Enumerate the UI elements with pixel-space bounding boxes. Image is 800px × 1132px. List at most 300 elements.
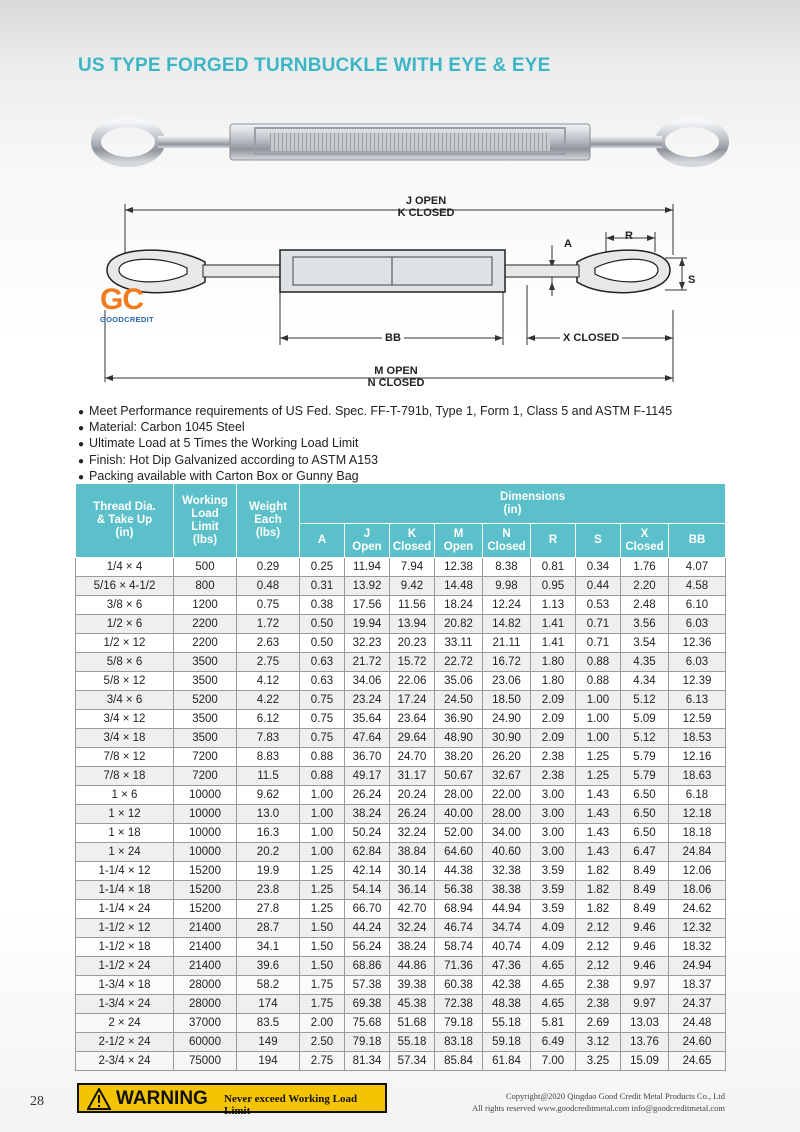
table-row [76,995,726,1014]
table-cell: 34.06 [345,672,390,691]
table-cell: 20.23 [390,634,435,653]
header-bb: BB [669,524,726,558]
table-cell: 1/4 × 4 [76,558,174,577]
table-row [76,957,726,976]
table-cell: 64.60 [435,843,483,862]
table-cell: 30.90 [483,729,531,748]
table-cell: 15.09 [621,1052,669,1071]
table-cell: 2.38 [576,976,621,995]
table-cell: 1.43 [576,805,621,824]
table-cell: 52.00 [435,824,483,843]
table-cell: 1.50 [300,919,345,938]
table-cell: 24.50 [435,691,483,710]
table-cell: 12.36 [669,634,726,653]
table-cell: 1.82 [576,881,621,900]
warning-text: Never exceed Working Load Limit [224,1093,358,1117]
table-cell: 28.00 [435,786,483,805]
table-cell: 6.50 [621,805,669,824]
table-cell: 3500 [174,653,237,672]
header-weight: Weight Each (lbs) [237,484,300,558]
table-cell: 1.50 [300,957,345,976]
table-cell: 32.24 [390,824,435,843]
table-cell: 2.12 [576,957,621,976]
table-cell: 24.70 [390,748,435,767]
table-cell: 0.38 [300,596,345,615]
table-cell: 29.64 [390,729,435,748]
table-cell: 20.24 [390,786,435,805]
table-cell: 16.72 [483,653,531,672]
table-cell: 32.38 [483,862,531,881]
table-cell: 15.72 [390,653,435,672]
table-cell: 40.74 [483,938,531,957]
table-cell: 36.90 [435,710,483,729]
table-cell: 5/8 × 6 [76,653,174,672]
table-cell: 3/8 × 6 [76,596,174,615]
table-cell: 13.94 [390,615,435,634]
table-cell: 11.94 [345,558,390,577]
table-cell: 28000 [174,976,237,995]
table-cell: 3.56 [621,615,669,634]
table-cell: 1.25 [576,748,621,767]
table-cell: 36.70 [345,748,390,767]
table-cell: 0.88 [300,767,345,786]
label-r: R [625,230,633,242]
table-cell: 35.06 [435,672,483,691]
table-cell: 59.18 [483,1033,531,1052]
table-row [76,976,726,995]
table-row [76,691,726,710]
table-cell: 1.80 [531,672,576,691]
table-cell: 14.48 [435,577,483,596]
table-cell: 10000 [174,786,237,805]
table-cell: 34.00 [483,824,531,843]
dimension-diagram [95,190,715,390]
table-cell: 0.34 [576,558,621,577]
table-cell: 0.31 [300,577,345,596]
label-x-closed: X CLOSED [560,332,622,344]
table-cell: 13.76 [621,1033,669,1052]
table-cell: 21400 [174,938,237,957]
table-row [76,729,726,748]
table-cell: 85.84 [435,1052,483,1071]
table-cell: 9.46 [621,938,669,957]
table-cell: 1-3/4 × 24 [76,995,174,1014]
table-cell: 1.00 [576,691,621,710]
table-cell: 2.20 [621,577,669,596]
table-cell: 3500 [174,710,237,729]
table-cell: 8.49 [621,862,669,881]
table-cell: 22.06 [390,672,435,691]
table-cell: 48.90 [435,729,483,748]
table-cell: 6.13 [669,691,726,710]
header-n-closed: N Closed [483,524,531,558]
table-cell: 4.65 [531,957,576,976]
table-cell: 3.12 [576,1033,621,1052]
table-cell: 13.0 [237,805,300,824]
table-cell: 9.98 [483,577,531,596]
table-cell: 4.35 [621,653,669,672]
table-cell: 4.12 [237,672,300,691]
table-cell: 60.38 [435,976,483,995]
page-title: US TYPE FORGED TURNBUCKLE WITH EYE & EYE [78,55,551,76]
table-cell: 0.75 [300,710,345,729]
table-cell: 1 × 6 [76,786,174,805]
feature-item: ● Packing available with Carton Box or Gunny Bag [78,469,672,485]
table-cell: 26.20 [483,748,531,767]
table-cell: 50.67 [435,767,483,786]
table-cell: 44.24 [345,919,390,938]
table-cell: 7.94 [390,558,435,577]
table-cell: 56.24 [345,938,390,957]
table-cell: 15200 [174,900,237,919]
table-cell: 9.46 [621,957,669,976]
table-cell: 9.46 [621,919,669,938]
table-cell: 44.86 [390,957,435,976]
table-cell: 40.00 [435,805,483,824]
table-cell: 44.94 [483,900,531,919]
header-m-open: M Open [435,524,483,558]
table-cell: 33.11 [435,634,483,653]
table-cell: 83.5 [237,1014,300,1033]
copyright: Copyright@2020 Qingdao Good Credit Metal Products Co., Ltd All rights reserved www.goodcreditmetal.com info@goodcreditmetal.com [472,1091,725,1113]
table-cell: 12.38 [435,558,483,577]
table-cell: 1.41 [531,615,576,634]
table-cell: 1-1/2 × 12 [76,919,174,938]
table-cell: 11.56 [390,596,435,615]
table-cell: 12.06 [669,862,726,881]
table-cell: 68.86 [345,957,390,976]
table-row [76,748,726,767]
table-row [76,919,726,938]
table-cell: 30.14 [390,862,435,881]
table-cell: 5.79 [621,767,669,786]
table-cell: 39.6 [237,957,300,976]
table-cell: 2.00 [300,1014,345,1033]
table-cell: 4.65 [531,995,576,1014]
table-cell: 1200 [174,596,237,615]
header-dimensions: Dimensions (in) [300,484,726,524]
table-cell: 16.3 [237,824,300,843]
table-cell: 6.12 [237,710,300,729]
table-cell: 174 [237,995,300,1014]
table-cell: 0.63 [300,653,345,672]
table-cell: 12.24 [483,596,531,615]
label-m-open: M OPEN [374,365,418,377]
label-a: A [564,238,572,250]
table-cell: 3500 [174,729,237,748]
table-cell: 1.41 [531,634,576,653]
table-cell: 27.8 [237,900,300,919]
table-cell: 0.88 [576,653,621,672]
table-cell: 500 [174,558,237,577]
table-cell: 38.24 [390,938,435,957]
table-cell: 4.65 [531,976,576,995]
table-cell: 3/4 × 12 [76,710,174,729]
table-cell: 1 × 12 [76,805,174,824]
table-cell: 1/2 × 12 [76,634,174,653]
table-cell: 47.64 [345,729,390,748]
label-n-closed: N CLOSED [367,377,425,389]
table-cell: 46.74 [435,919,483,938]
table-cell: 57.34 [390,1052,435,1071]
table-cell: 56.38 [435,881,483,900]
table-cell: 79.18 [435,1014,483,1033]
table-cell: 2.09 [531,710,576,729]
table-cell: 5/16 × 4-1/2 [76,577,174,596]
warning-label: WARNING [116,1088,208,1109]
table-cell: 2.63 [237,634,300,653]
table-cell: 5200 [174,691,237,710]
specification-table [75,483,726,1071]
table-cell: 1.00 [300,786,345,805]
table-cell: 12.16 [669,748,726,767]
table-cell: 38.38 [483,881,531,900]
table-cell: 2.75 [300,1052,345,1071]
table-cell: 12.32 [669,919,726,938]
table-cell: 61.84 [483,1052,531,1071]
table-row [76,634,726,653]
table-cell: 24.65 [669,1052,726,1071]
table-cell: 7200 [174,748,237,767]
table-cell: 6.47 [621,843,669,862]
table-cell: 26.24 [390,805,435,824]
table-cell: 9.42 [390,577,435,596]
table-cell: 68.94 [435,900,483,919]
table-cell: 34.1 [237,938,300,957]
table-cell: 51.68 [390,1014,435,1033]
header-s: S [576,524,621,558]
table-cell: 8.38 [483,558,531,577]
table-row [76,710,726,729]
table-cell: 24.90 [483,710,531,729]
table-cell: 3.54 [621,634,669,653]
table-cell: 3/4 × 18 [76,729,174,748]
table-cell: 2.69 [576,1014,621,1033]
page-number: 28 [30,1094,44,1109]
table-cell: 13.03 [621,1014,669,1033]
table-cell: 0.95 [531,577,576,596]
feature-item: ● Meet Performance requirements of US Fed. Spec. FF-T-791b, Type 1, Form 1, Class 5 and ASTM F-1145 [78,404,672,420]
table-cell: 18.24 [435,596,483,615]
table-cell: 18.37 [669,976,726,995]
table-cell: 18.50 [483,691,531,710]
table-cell: 2.38 [531,748,576,767]
table-cell: 23.06 [483,672,531,691]
table-cell: 72.38 [435,995,483,1014]
table-cell: 1.43 [576,843,621,862]
table-cell: 2.38 [576,995,621,1014]
table-cell: 22.72 [435,653,483,672]
goodcredit-logo: GC GOODCREDIT [100,283,154,324]
table-cell: 18.18 [669,824,726,843]
table-cell: 5.81 [531,1014,576,1033]
feature-item: ● Ultimate Load at 5 Times the Working Load Limit [78,436,672,452]
table-cell: 21.11 [483,634,531,653]
table-row [76,672,726,691]
table-cell: 1.00 [300,843,345,862]
table-row [76,596,726,615]
table-cell: 2200 [174,634,237,653]
table-cell: 11.5 [237,767,300,786]
table-cell: 20.2 [237,843,300,862]
table-cell: 7/8 × 12 [76,748,174,767]
table-cell: 35.64 [345,710,390,729]
table-cell: 2.48 [621,596,669,615]
table-cell: 55.18 [483,1014,531,1033]
table-cell: 5.12 [621,691,669,710]
table-row [76,938,726,957]
warning-banner [77,1083,387,1117]
table-cell: 24.84 [669,843,726,862]
table-cell: 21.72 [345,653,390,672]
table-cell: 0.88 [300,748,345,767]
table-cell: 3.00 [531,786,576,805]
label-bb: BB [382,332,404,344]
table-row [76,805,726,824]
table-cell: 20.82 [435,615,483,634]
table-cell: 22.00 [483,786,531,805]
table-cell: 3.00 [531,805,576,824]
table-row [76,862,726,881]
warning-triangle-icon [87,1088,111,1110]
table-cell: 2-1/2 × 24 [76,1033,174,1052]
table-cell: 3.59 [531,881,576,900]
table-cell: 38.84 [390,843,435,862]
header-a: A [300,524,345,558]
label-j-open: J OPEN [405,195,447,207]
table-cell: 0.25 [300,558,345,577]
table-cell: 49.17 [345,767,390,786]
table-cell: 3.00 [531,824,576,843]
table-cell: 24.94 [669,957,726,976]
table-cell: 2.12 [576,938,621,957]
table-cell: 1-1/2 × 18 [76,938,174,957]
table-cell: 0.71 [576,634,621,653]
table-row [76,824,726,843]
table-cell: 31.17 [390,767,435,786]
table-cell: 60000 [174,1033,237,1052]
table-cell: 7.83 [237,729,300,748]
table-cell: 12.39 [669,672,726,691]
table-cell: 38.20 [435,748,483,767]
table-cell: 2 × 24 [76,1014,174,1033]
table-cell: 1.80 [531,653,576,672]
table-cell: 69.38 [345,995,390,1014]
table-cell: 7200 [174,767,237,786]
table-cell: 0.48 [237,577,300,596]
table-row [76,615,726,634]
table-cell: 1 × 24 [76,843,174,862]
table-cell: 42.70 [390,900,435,919]
table-cell: 1.00 [300,805,345,824]
table-cell: 0.63 [300,672,345,691]
table-cell: 0.75 [300,691,345,710]
table-cell: 3.59 [531,900,576,919]
table-row [76,577,726,596]
table-cell: 3.59 [531,862,576,881]
table-cell: 6.18 [669,786,726,805]
table-cell: 1.25 [576,767,621,786]
table-cell: 18.06 [669,881,726,900]
header-k-closed: K Closed [390,524,435,558]
table-cell: 800 [174,577,237,596]
table-cell: 58.74 [435,938,483,957]
table-row [76,1014,726,1033]
table-cell: 0.50 [300,615,345,634]
table-cell: 0.50 [300,634,345,653]
feature-list [78,404,672,485]
table-cell: 39.38 [390,976,435,995]
table-cell: 12.18 [669,805,726,824]
table-cell: 24.60 [669,1033,726,1052]
table-cell: 0.75 [300,729,345,748]
table-cell: 1.82 [576,862,621,881]
table-cell: 42.14 [345,862,390,881]
table-cell: 23.64 [390,710,435,729]
table-cell: 18.53 [669,729,726,748]
table-cell: 71.36 [435,957,483,976]
table-cell: 2200 [174,615,237,634]
table-row [76,1052,726,1071]
table-row [76,653,726,672]
turnbuckle-photo [90,100,730,190]
table-cell: 0.81 [531,558,576,577]
table-cell: 0.75 [237,596,300,615]
table-cell: 48.38 [483,995,531,1014]
table-cell: 2.50 [300,1033,345,1052]
table-cell: 5/8 × 12 [76,672,174,691]
table-cell: 1.43 [576,824,621,843]
table-cell: 1 × 18 [76,824,174,843]
table-cell: 66.70 [345,900,390,919]
table-cell: 1.25 [300,900,345,919]
table-row [76,767,726,786]
header-working-load: Working Load Limit (lbs) [174,484,237,558]
table-cell: 4.09 [531,919,576,938]
table-cell: 6.03 [669,615,726,634]
table-cell: 6.50 [621,824,669,843]
table-cell: 1.00 [576,710,621,729]
table-cell: 1.25 [300,881,345,900]
table-cell: 54.14 [345,881,390,900]
table-cell: 38.24 [345,805,390,824]
table-cell: 3/4 × 6 [76,691,174,710]
table-cell: 62.84 [345,843,390,862]
table-cell: 2-3/4 × 24 [76,1052,174,1071]
table-cell: 34.74 [483,919,531,938]
table-cell: 81.34 [345,1052,390,1071]
table-cell: 57.38 [345,976,390,995]
table-cell: 24.62 [669,900,726,919]
table-cell: 32.23 [345,634,390,653]
header-x-closed: X Closed [621,524,669,558]
table-cell: 14.82 [483,615,531,634]
table-cell: 10000 [174,805,237,824]
table-cell: 4.09 [531,938,576,957]
table-cell: 3.25 [576,1052,621,1071]
table-cell: 149 [237,1033,300,1052]
table-body [76,558,726,1071]
table-cell: 2.12 [576,919,621,938]
table-row [76,1033,726,1052]
table-cell: 44.38 [435,862,483,881]
table-cell: 7.00 [531,1052,576,1071]
table-cell: 28.00 [483,805,531,824]
table-cell: 42.38 [483,976,531,995]
table-cell: 7/8 × 18 [76,767,174,786]
label-s: S [688,274,696,286]
table-cell: 1.25 [300,862,345,881]
